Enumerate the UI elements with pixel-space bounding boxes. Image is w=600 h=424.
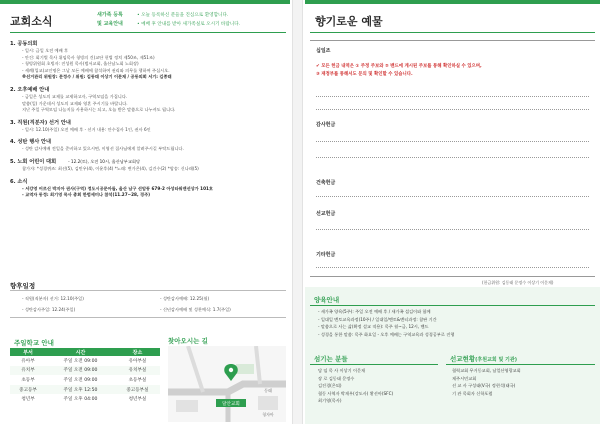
section-divider (446, 364, 595, 365)
welcome-tag: 및 교육안내 (97, 21, 123, 27)
news-section (10, 40, 284, 81)
nurture-line: - 성경을 통한 말씀: 목주 화요일 - 오후 예배는 구역교육과 성경공부로 진행 (318, 331, 455, 337)
plan-item: - 직원(직분자) 선거: 12.10(주일) (22, 296, 84, 301)
offering-box (310, 40, 595, 277)
news-line: - 서강영 어르신 박지아 권사(구역) 정도시공문아들, 울산 남구 선암동 679-2 아성타워앤선상가 101호 (22, 185, 213, 191)
write-line (316, 157, 589, 158)
plan-item: - 신년감사예배 및 성찬예식: 1.7(주일) (160, 307, 231, 312)
news-section (10, 86, 284, 114)
news-section (10, 119, 284, 134)
mission-row: 선 교 사 구성태(V국) 정현석(태국) (452, 383, 516, 388)
servant-row: 장 로 김동태 문정수 (318, 375, 355, 381)
table-cell: 유치부 (10, 366, 46, 376)
top-accent-bar (0, 0, 290, 4)
news-line: - 일시: 금일 오전 예배 후 (22, 48, 68, 53)
plan-title: 향후일정 (10, 282, 36, 290)
offering-label-tithe: 십일조 (316, 48, 331, 54)
news-heading (10, 138, 284, 146)
servant-row: 최기영(목사) (318, 398, 342, 403)
road (256, 346, 260, 384)
offering-committee-note: (헌금위원: 김동태 문정수 이상기 이문재) (482, 280, 554, 285)
welcome-text (137, 11, 240, 29)
directions-map (168, 346, 286, 422)
nurture-line: - 말씀으로 사는 삶(확정 설교 적용): 목주 월~금, 12시, 밴드 (318, 324, 429, 329)
write-line (316, 96, 589, 97)
offering-label-mission: 선교헌금 (316, 211, 336, 217)
news-list (10, 40, 284, 204)
news-line: - 안건: 회기별 목사 위임목사 청빙의 건(교단 헌법 정치 제50조, 제51조) (22, 54, 155, 60)
table-cell: 유아부 (21, 358, 35, 364)
news-line: - 세례(입교)교인명은 그날 모든 예배에 참석하여 권리와 의무를 행하여 주십시오. (22, 67, 170, 73)
servants-title: 섬기는 분들 (314, 355, 348, 363)
news-line: - 교역자 동정: 최기영 목사 총회 한범세미나 참석(11.27~28, 경주) (22, 192, 151, 198)
plan-item: - 성탄감사주일: 12.24(주일) (22, 307, 76, 312)
write-line (316, 196, 589, 197)
news-line: 참가자: *성경퀴즈: 최선(5), 김민우(4), 이윤후(4) *노래: 변가은(4), 김건수(2) *암송: 신나래(5) (22, 165, 199, 171)
news-heading-text: 3. 직원(직분자) 선거 안내 (10, 119, 71, 126)
mission-list (452, 367, 521, 397)
news-line: 지난 주일 구역모임 나눔지를 사용하시는 되고, 오늘 받은 말씀으로 나누셔도 됩니다. (22, 107, 176, 113)
write-line (316, 141, 589, 142)
mission-title-main: 선교현황 (450, 355, 476, 363)
news-section (10, 138, 284, 153)
nurture-title: 양육안내 (314, 296, 340, 304)
servant-row: 김진경(은퇴) (318, 383, 342, 388)
news-section (10, 158, 284, 173)
title-divider (10, 32, 286, 33)
offering-notice (316, 63, 482, 78)
road (188, 346, 203, 392)
place-label: 청자아 (262, 412, 274, 417)
news-line: - 금일은 성도의 교제를 교제하고자, 구역모임을 가집니다. (22, 93, 128, 99)
write-line (316, 109, 589, 110)
table-cell: 초등부실 (128, 377, 147, 383)
church-label: 달안교회 (222, 402, 240, 407)
page-title-news: 교회소식 (10, 15, 53, 28)
table-cell: 주일 오전 09:00 (63, 358, 98, 364)
sunday-school-title: 주일학교 안내 (14, 339, 54, 347)
table-cell: 주일 오전 09:00 (46, 366, 115, 376)
write-line (316, 229, 589, 230)
servant-row: 협동 사역자 박재우(강도사) 황선아(SFC) (318, 390, 394, 396)
news-heading-text: 6. 소식 (10, 178, 28, 185)
column-header: 시간 (46, 348, 115, 356)
building (236, 364, 254, 374)
plan-box (10, 290, 286, 318)
table-cell: 유치부실 (115, 366, 160, 376)
mission-title-sub: (후원교회 및 기관) (475, 357, 517, 363)
table-cell: 청년부 (21, 397, 35, 403)
plan-item: - 성탄감사예배: 12.25(월) (160, 296, 210, 301)
column-header: 장소 (115, 348, 160, 356)
news-line: 말씀(일) 가운데서 성도의 교제와 영혼 주시기를 바랍니다. (22, 100, 128, 106)
location-pin-icon (224, 364, 238, 381)
notice-line: ✔ 모든 헌금 내역은 ① 주정 주보와 ② 밴드에 게시된 주보를 통해 확인하실 수 있으며, (316, 64, 482, 69)
offering-label-building: 건축헌금 (316, 180, 336, 186)
write-line (316, 267, 589, 268)
table-row (10, 385, 160, 395)
news-heading (10, 119, 284, 127)
news-heading-text: 5. 노회 어린이 대회 (10, 158, 57, 165)
section-divider (310, 305, 595, 306)
news-heading (10, 178, 284, 186)
table-row (10, 375, 160, 385)
page-fold (292, 0, 303, 424)
welcome-tag: 새가족 등록 (97, 12, 123, 18)
table-cell: 주일 오전 09:00 (63, 377, 98, 383)
welcome-tags (97, 11, 123, 29)
table-cell: 초등부 (21, 377, 35, 383)
table-cell: 중고등부실 (115, 385, 160, 395)
servant-row: 담 임 목 사 이상기 이문재 (318, 368, 366, 373)
building (176, 400, 198, 412)
news-line: ※선거관리 위원장: 문정수 / 위원: 김동태 이상기 이문재 / 공동의회 서기: 김종태 (22, 74, 172, 80)
news-heading (10, 158, 284, 166)
table-cell: 유아부실 (128, 358, 147, 364)
table-cell: 청년부실 (128, 397, 147, 403)
mission-row: 기 관 목회자 신학포럼 (452, 390, 493, 396)
nurture-list (318, 308, 454, 338)
place-label: 동래 (264, 388, 272, 393)
column-header: 부서 (10, 348, 46, 356)
news-line: - 성탄 감사예배 전일을 준비하고 있으시면, 이영선 집사님에게 알려주시길 부탁드립니다. (22, 146, 184, 152)
offering-label-thanks: 감사헌금 (316, 122, 336, 128)
news-heading (10, 86, 284, 94)
table-row (10, 366, 160, 376)
welcome-line: • 예배 후 안내를 받아 새가족실로 오시기 바랍니다. (137, 22, 241, 27)
welcome-line: • 오늘 등록하신 분들을 진심으로 환영합니다. (137, 13, 229, 18)
mission-row: 제주시민교회 (452, 375, 477, 381)
mission-title (450, 354, 517, 363)
map-drawing (168, 346, 286, 422)
title-divider (310, 32, 595, 33)
table-row (10, 394, 160, 404)
news-heading-text: 1. 공동의회 (10, 41, 38, 47)
table-row (10, 356, 160, 366)
news-heading (10, 40, 284, 48)
news-line: - 일시: 12.10(주일) 오전 예배 후 - 선거 내용: 안수집사 1인, 권사 6인 (22, 126, 151, 132)
table-cell: 중고등부 (10, 385, 46, 395)
page-title-offering: 향기로운 예물 (315, 15, 383, 28)
offering-label-other: 기타헌금 (316, 252, 336, 258)
top-accent-bar (305, 0, 600, 4)
news-heading-text: 4. 성탄 행사 안내 (10, 139, 52, 146)
news-line: - 청빙위원회 초빙자: 진성원 목사(범서교회, 울산남노회 노회장) (22, 61, 139, 67)
nurture-line: - 일대일 멘토교육과정(10주) / 일대일/멘토&멘티과정: 참판 기간 (318, 316, 437, 322)
directions-title: 찾아오시는 길 (168, 337, 208, 345)
table-cell: 주일 오후 04:00 (63, 397, 98, 403)
news-heading-detail: - 12.2(토), 오전 10시, 울산남부교회당 (68, 158, 140, 164)
news-section (10, 178, 284, 199)
servants-list (318, 367, 393, 405)
building (258, 396, 278, 410)
news-heading-text: 2. 오후예배 안내 (10, 86, 50, 93)
notice-line: ③ 재정부를 통해서도 문의 및 확인할 수 있습니다. (316, 71, 413, 77)
mission-row: 협력교회 무거동교회, 남얼산영광교회 (452, 368, 521, 373)
table-cell: 주일 오후 12:50 (46, 385, 115, 395)
sunday-school-table (10, 348, 160, 404)
section-divider (310, 364, 438, 365)
nurture-line: - 새가족 양육(5주): 주일 오전 예배 후 / 새가족 섬김이와 함께 (318, 309, 431, 314)
